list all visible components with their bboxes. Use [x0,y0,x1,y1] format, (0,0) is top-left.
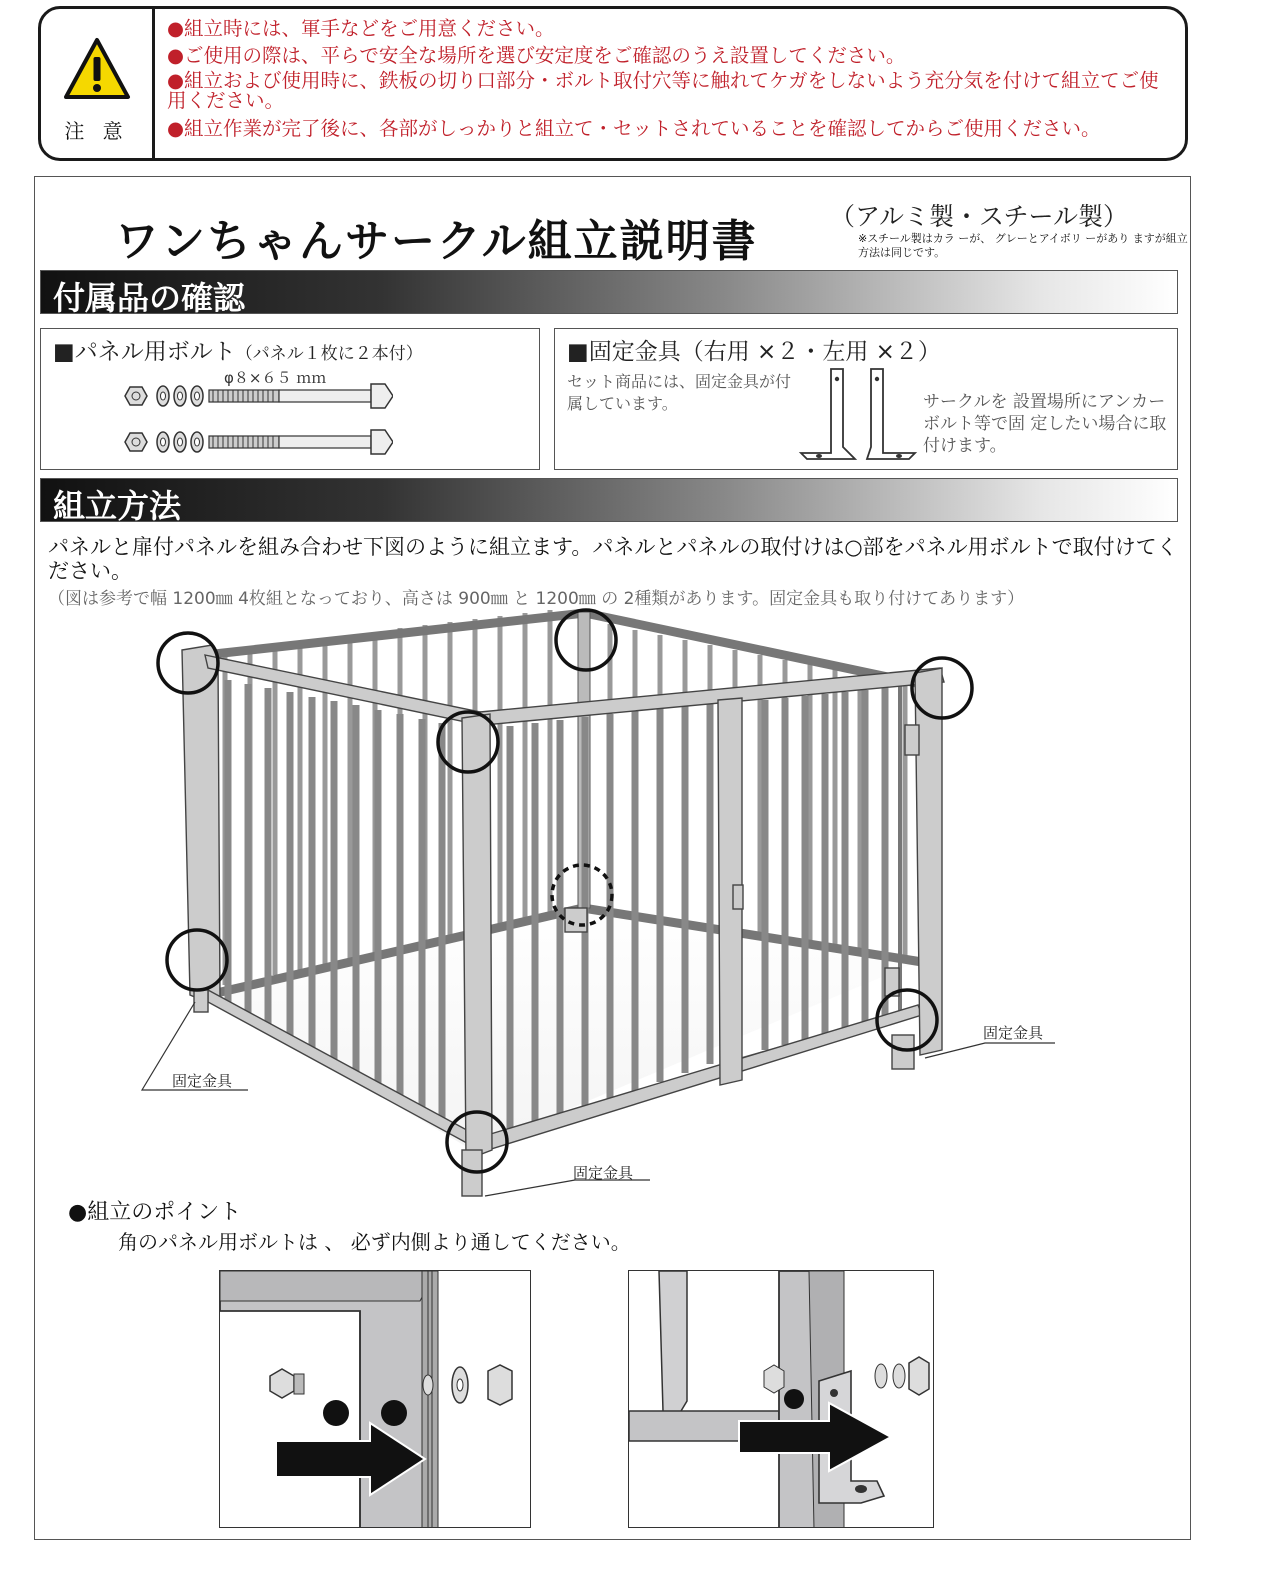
bolt-set-illustration [123,381,393,471]
bolt-size-label: φ８×６５ ｍｍ [224,369,327,387]
bracket-label-bottom: 固定金具 [573,1164,634,1182]
warning-triangle-icon [63,37,131,101]
warning-label: 注 意 [64,119,129,143]
bolts-title-note: （パネル１枚に２本付） [235,344,423,364]
page-title: ワンちゃんサークル組立説明書 [115,216,758,267]
bracket-box [554,328,1178,470]
warning-line: ●組立時には、軍手などをご用意ください。 [167,17,555,40]
warning-line: ●組立および使用時に、鉄板の切り口部分・ボルト取付穴等に触れてケガをしないよう充分気を付けて組立てご使用ください。 [167,69,1159,112]
section-accessories-bar [40,270,1178,317]
warning-line: ●ご使用の際は、平らで安全な場所を選び安定度をご確認のうえ設置してください。 [167,44,906,67]
assembly-note: （図は参考で幅 1200㎜ 4枚組となっており、高さは 900㎜ と 1200㎜ の 2種類があります。固定金具も取り付けてあります） [48,589,1025,609]
bracket-left-text: セット商品には、固定金具が付属しています。 [567,372,792,413]
bolts-title-text: ■パネル用ボルト [53,339,236,365]
warning-icon-cell [41,9,155,158]
pen-assembly-illustration [0,600,1262,1200]
warning-line: ●組立作業が完了後に、各部がしっかりと組立て・セットされていることを確認してからご使用ください。 [167,117,1101,140]
bracket-label-left: 固定金具 [172,1072,233,1090]
section-assembly-bar [40,478,1178,525]
warning-lines [167,17,1175,144]
bracket-illustration [795,367,925,467]
material-subtitle: （アルミ製・スチール製） [830,202,1129,231]
bracket-right-text: サークルを 設置場所にアンカーボルト等で固 定したい場合に取付けます。 [923,392,1167,456]
assembly-instructions: パネルと扉付パネルを組み合わせ下図のように組立ます。パネルとパネルの取付けは○部をパネル用ボルトで取付けてください。 [48,535,1178,583]
section-accessories-title: 付属品の確認 [53,279,246,317]
detail-bracket-bolt [628,1270,934,1528]
section-assembly-title: 組立方法 [53,487,182,525]
bolts-box [40,328,540,470]
assembly-point-text: 角のパネル用ボルトは 、 必ず内側より通してください。 [118,1230,631,1254]
warning-box [38,6,1188,161]
bracket-label-right: 固定金具 [983,1024,1044,1042]
bolts-box-title [53,333,423,366]
detail-corner-bolt [219,1270,531,1528]
bracket-box-title: ■固定金具（右用 ×２・左用 ×２） [567,339,941,365]
color-note: ※スチール製はカラ ーが、 グレーとアイボリ ーがあり ますが組立方法は同じです。 [858,232,1188,259]
assembly-point-title: ●組立のポイント [68,1200,242,1225]
